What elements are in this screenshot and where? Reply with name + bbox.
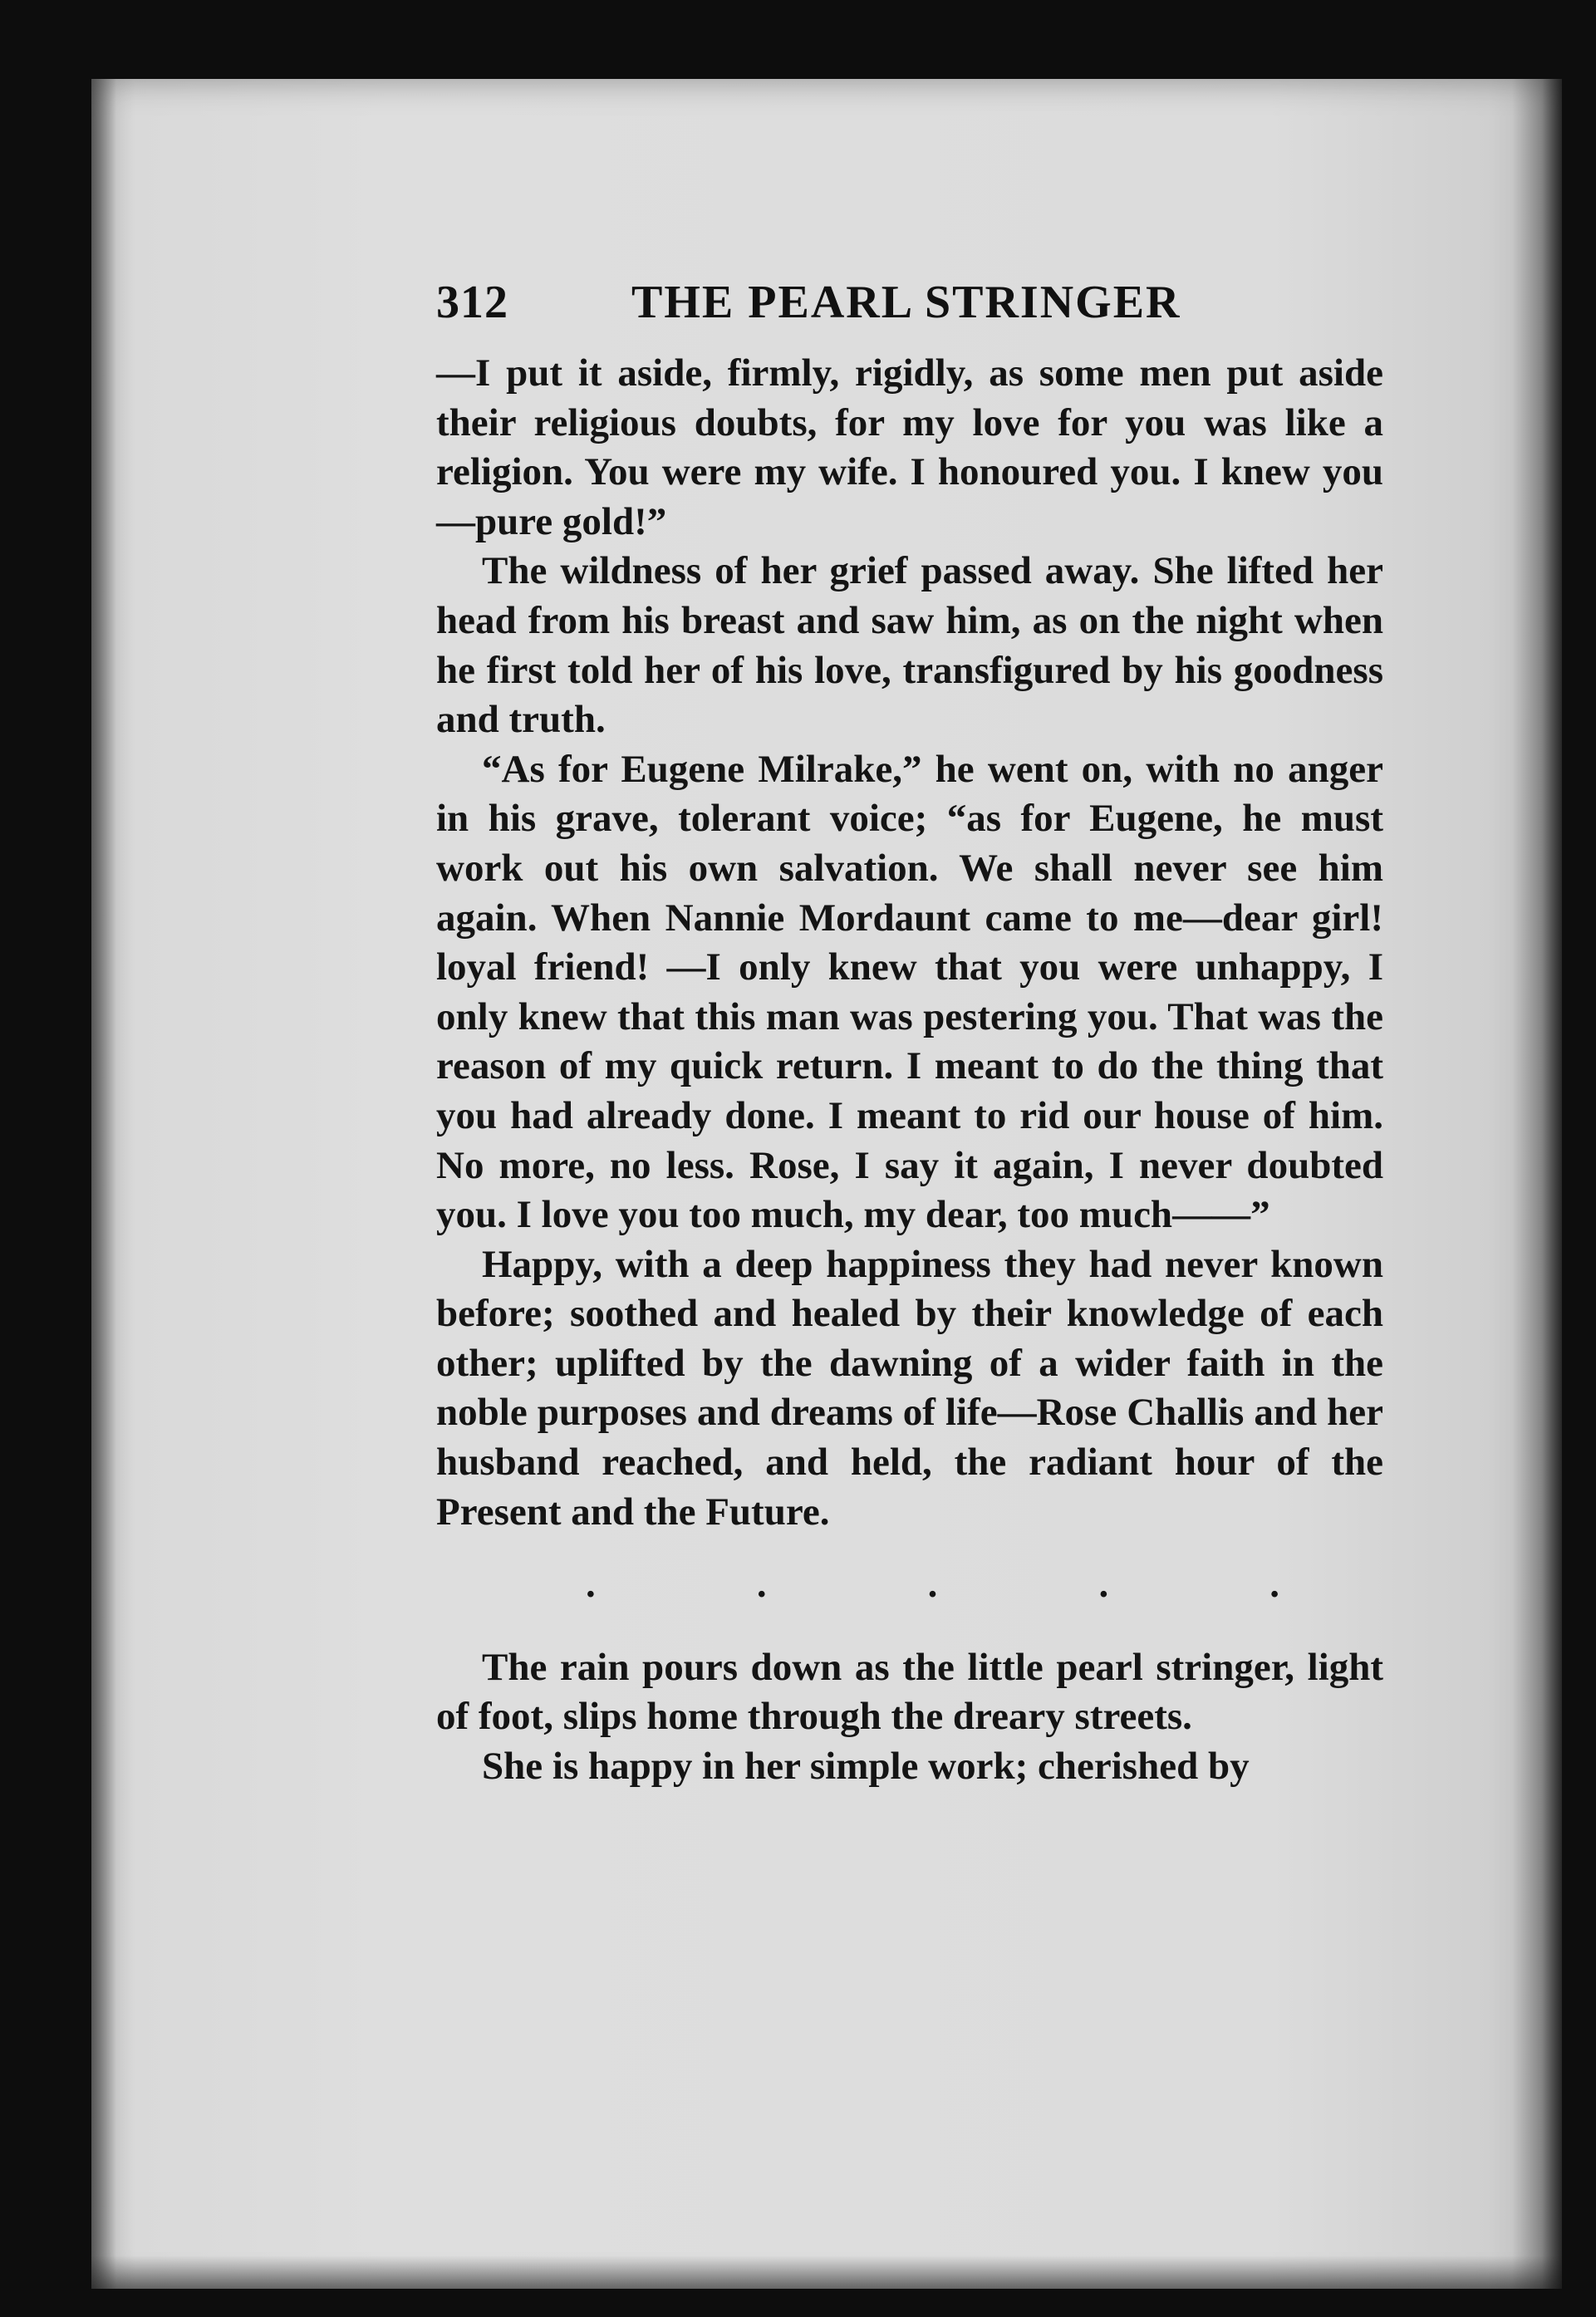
section-break — [436, 1560, 1383, 1610]
running-header — [436, 276, 1383, 334]
paragraph: The rain pours down as the little pearl stringer, light of foot, slips home through the dreary streets. — [436, 1645, 1383, 1739]
running-title: THE PEARL STRINGER — [631, 277, 1181, 328]
paragraph: —I put it aside, firmly, rigidly, as some men put aside their religious doubts, for my love for you was like a religion. You were my wife. I honoured you. I knew you—pure gold!” — [436, 351, 1383, 543]
page-edge — [1512, 79, 1562, 2289]
page-number: 312 — [436, 277, 508, 328]
paragraph: She is happy in her simple work; cherished by — [482, 1745, 1250, 1789]
section-break-dot: . — [1098, 1563, 1109, 1607]
section-break-dot: . — [927, 1563, 938, 1607]
paragraph: “As for Eugene Milrake,” he went on, with no anger in his grave, tolerant voice; “as for Eugene, he must work out his own salvation. We shall never see him again. When Nannie Mordaunt came to me—dear girl! loyal friend! —I only knew that you were unhappy, I only knew that this man was pestering you. That was the reason of my quick return. I meant to do the thing that you had already done. I meant to rid our house of him. No more, no less. Rose, I say it again, I never doubted you. I love you too much, my dear, too much——” — [436, 747, 1383, 1237]
gutter-shadow — [91, 79, 116, 2289]
page-bottom-edge — [91, 2256, 1562, 2289]
section-break-dot: . — [756, 1563, 767, 1607]
paragraph: Happy, with a deep happiness they had never known before; soothed and healed by their knowledge of each other; uplifted by the dawning of a wider faith in the noble purposes and dreams of life—Rose Challis and her husband reached, and held, the radiant hour of the Present and the Future. — [436, 1242, 1383, 1534]
body-text — [436, 349, 1383, 1792]
paragraph: The wildness of her grief passed away. She lifted her head from his breast and saw him, as on the night when he first told her of his love, transfigured by his goodness and truth. — [436, 549, 1383, 742]
section-break-dot: . — [586, 1563, 596, 1607]
section-break-dot: . — [1269, 1563, 1279, 1607]
